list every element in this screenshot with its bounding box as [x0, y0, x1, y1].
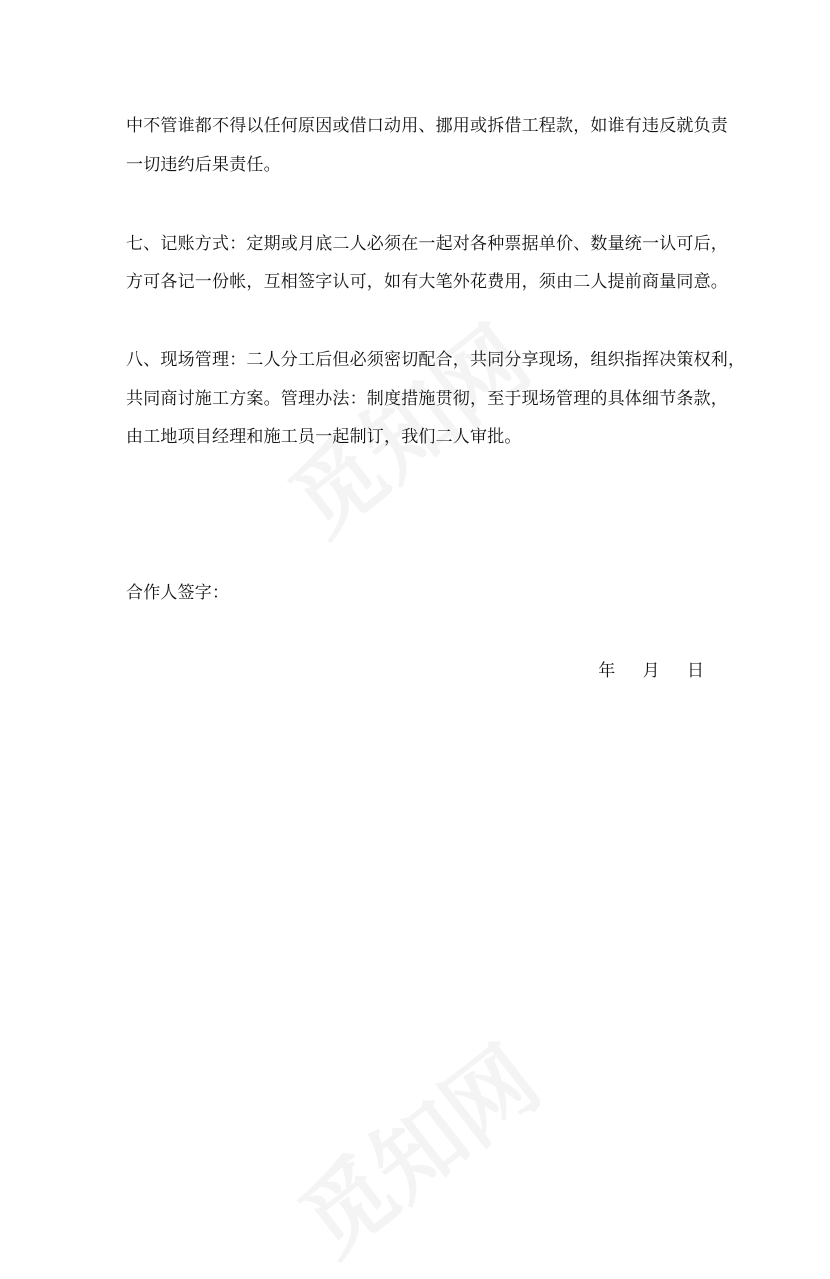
paragraph-6-line-2: 一切违约后果责任。 [126, 155, 281, 175]
date-day: 日 [687, 661, 704, 681]
paragraph-8-line-3: 由工地项目经理和施工员一起制订，我们二人审批。 [126, 427, 522, 447]
signature-label: 合作人签字： [126, 583, 230, 603]
paragraph-7-line-1: 七、记账方式：定期或月底二人必须在一起对各种票据单价、数量统一认可后， [126, 234, 728, 254]
date-year: 年 [598, 661, 616, 681]
paragraph-6-line-1: 中不管谁都不得以任何原因或借口动用、挪用或拆借工程款，如谁有违反就负责 [126, 116, 728, 136]
paragraph-8-line-2: 共同商讨施工方案。管理办法：制度措施贯彻，至于现场管理的具体细节条款， [126, 389, 728, 409]
date-month: 月 [642, 661, 660, 681]
paragraph-8-line-1: 八、现场管理：二人分工后但必须密切配合，共同分享现场，组织指挥决策权利， [126, 350, 746, 370]
watermark-bottom [269, 1011, 562, 1279]
paragraph-7-line-2: 方可各记一份帐，互相签字认可，如有大笔外花费用，须由二人提前商量同意。 [126, 272, 728, 292]
watermark [259, 291, 552, 560]
date-line [576, 661, 704, 681]
